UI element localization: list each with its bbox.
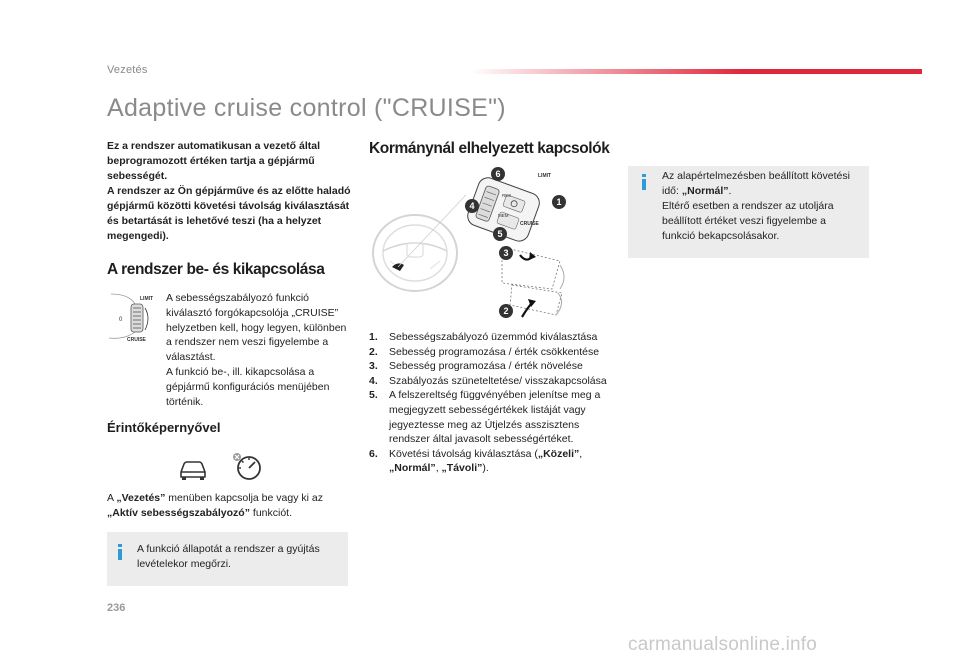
touch-text bbox=[107, 491, 353, 521]
callout-1 bbox=[552, 195, 566, 209]
speedometer-icon bbox=[230, 450, 264, 480]
svg-text:3: 3 bbox=[503, 248, 509, 258]
info-box-left bbox=[107, 532, 348, 586]
page-number: 236 bbox=[107, 602, 126, 614]
info-left-text: A funkció állapotát a rendszer a gyújtás levételekor megőrzi. bbox=[137, 543, 320, 570]
info-icon bbox=[641, 174, 647, 190]
intro-text bbox=[107, 139, 353, 244]
info-box-right bbox=[628, 166, 869, 258]
svg-text:6: 6 bbox=[495, 169, 501, 179]
intro-line-1: Ez a rendszer automatikusan a vezető által beprogramozott értéken tartja a gépjármű sebességét. bbox=[107, 140, 320, 182]
legend-item: 2. Sebesség programozása / érték csökkentése bbox=[369, 345, 600, 358]
page-title: Adaptive cruise control ("CRUISE") bbox=[107, 94, 506, 122]
section-label: Vezetés bbox=[107, 64, 148, 76]
svg-text:4: 4 bbox=[469, 201, 475, 211]
onoff-text-2: A funkció be-, ill. kikapcsolása a gépjármű konfigurációs menüjében történik. bbox=[166, 365, 330, 408]
onoff-text-1: A sebességszabályozó funkció kiválasztó forgókapcsolója „CRUISE” helyzetben kell, hogy legyen, különben a rendszer nem veszi figyelembe a választást. bbox=[166, 292, 347, 364]
cruise-icon-cruise-label: CRUISE bbox=[127, 337, 146, 343]
legend-item: 3. Sebesség programozása / érték növelése bbox=[369, 360, 583, 373]
diagram-limit-label: LIMIT bbox=[538, 173, 552, 179]
legend-item: 5. A felszereltség függvényében jelenítse meg a megjegyzett sebességértékek listáját vagy jegyeztesse meg az Útjelzés asszisztens rendszer által javasolt sebességértéket. bbox=[369, 389, 601, 446]
callout-4 bbox=[465, 199, 479, 213]
callout-2 bbox=[499, 304, 513, 318]
steering-wheel-icon bbox=[370, 165, 584, 325]
legend-item: 1. Sebességszabályozó üzemmód kiválasztása bbox=[369, 331, 598, 343]
info-right-text-1: Az alapértelmezésben beállított követési idő: „Normál”. bbox=[662, 170, 850, 197]
cruise-icon-limit-label: LIMIT bbox=[140, 296, 154, 302]
cruise-dial-icon bbox=[107, 290, 165, 344]
car-icon bbox=[178, 458, 208, 480]
onoff-heading: A rendszer be- és kikapcsolása bbox=[107, 261, 325, 278]
touch-menu-name: „Vezetés” bbox=[116, 492, 166, 504]
touch-heading: Érintőképernyővel bbox=[107, 420, 221, 435]
touch-function-name: „Aktív sebességszabályozó” bbox=[107, 507, 250, 519]
diagram-mem-label: MEM bbox=[498, 213, 509, 218]
info-icon bbox=[117, 544, 123, 560]
cruise-icon-zero-label: 0 bbox=[119, 317, 123, 323]
info-right-text-2: Eltérő esetben a rendszer az utoljára beállított értéket veszi figyelembe a funkció bekapcsolásakor. bbox=[662, 200, 834, 242]
intro-line-2: A rendszer az Ön gépjárműve és az előtte haladó gépjármű közötti követési távolság kiválasztását és betartását is lehetővé teszi (ha a helyzet megengedi). bbox=[107, 185, 351, 242]
touch-text-suffix: funkciót. bbox=[249, 507, 293, 519]
legend-item: 4. Szabályozás szüneteltetése/ visszakapcsolása bbox=[369, 374, 607, 387]
controls-heading: Kormánynál elhelyezett kapcsolók bbox=[369, 140, 610, 157]
callout-5 bbox=[493, 227, 507, 241]
diagram-res-label: RES bbox=[502, 193, 512, 198]
svg-text:2: 2 bbox=[503, 306, 509, 316]
controls-legend bbox=[369, 330, 614, 476]
callout-3 bbox=[499, 246, 513, 260]
svg-text:1: 1 bbox=[556, 197, 562, 207]
legend-item: 6. Követési távolság kiválasztása („Közeli”, „Normál”, „Távoli”). bbox=[369, 447, 583, 475]
onoff-text bbox=[166, 291, 348, 409]
svg-text:5: 5 bbox=[497, 229, 503, 239]
touch-text-prefix: A bbox=[107, 492, 117, 504]
watermark: carmanualsonline.info bbox=[628, 634, 818, 655]
header-accent-bar bbox=[470, 69, 922, 74]
touch-text-middle: menüben kapcsolja be vagy ki az bbox=[165, 492, 323, 504]
diagram-cruise-label: CRUISE bbox=[520, 221, 539, 227]
callout-6 bbox=[491, 167, 505, 181]
